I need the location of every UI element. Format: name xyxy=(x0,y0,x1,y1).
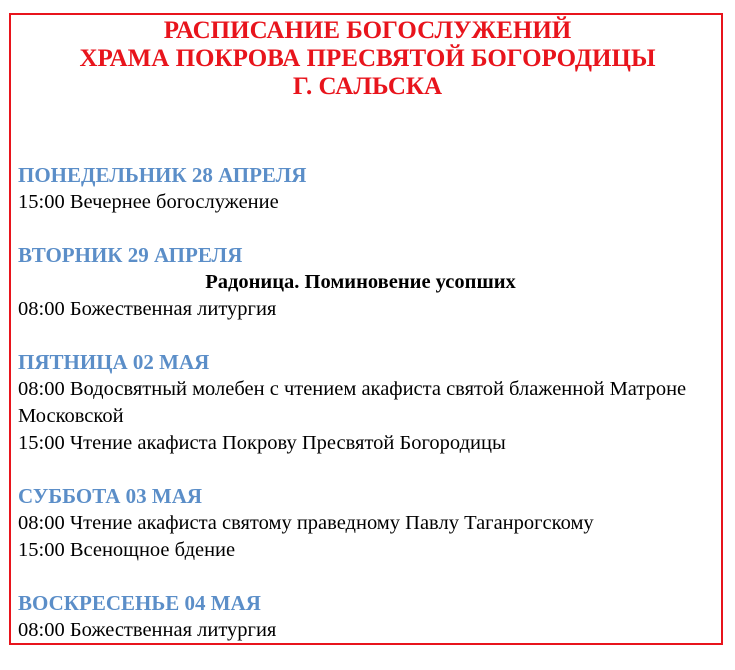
day-saturday xyxy=(18,483,718,564)
day-title: ПЯТНИЦА 02 МАЯ xyxy=(18,350,210,374)
event-line: 08:00 Божественная литургия xyxy=(18,619,277,641)
header-church-line: ХРАМА ПОКРОВА ПРЕСВЯТОЙ БОГОРОДИЦЫ xyxy=(79,45,656,72)
day-title: ПОНЕДЕЛЬНИК 28 АПРЕЛЯ xyxy=(18,163,307,187)
schedule-content xyxy=(18,162,718,670)
day-sunday xyxy=(18,590,718,644)
event-line: 08:00 Водосвятный молебен с чтением акафиста святой блаженной Матроне Московской xyxy=(18,378,687,427)
header-title-line: РАСПИСАНИЕ БОГОСЛУЖЕНИЙ xyxy=(163,17,572,44)
event-line: 08:00 Чтение акафиста святому праведному Павлу Таганрогскому xyxy=(18,512,594,534)
event-line: 15:00 Чтение акафиста Покрову Пресвятой Богородицы xyxy=(18,432,506,454)
day-title: ВОСКРЕСЕНЬЕ 04 МАЯ xyxy=(18,591,261,615)
day-title: СУББОТА 03 МАЯ xyxy=(18,484,203,508)
day-tuesday xyxy=(18,242,718,323)
event-line: 15:00 Всенощное бдение xyxy=(18,539,236,561)
event-line: 15:00 Вечернее богослужение xyxy=(18,191,279,213)
day-friday xyxy=(18,349,718,457)
day-title: ВТОРНИК 29 АПРЕЛЯ xyxy=(18,243,243,267)
schedule-header xyxy=(0,17,735,101)
event-line: 08:00 Божественная литургия xyxy=(18,298,277,320)
day-monday xyxy=(18,162,718,216)
day-note: Радоница. Поминовение усопших xyxy=(205,271,516,293)
header-city-line: Г. САЛЬСКА xyxy=(292,73,443,100)
